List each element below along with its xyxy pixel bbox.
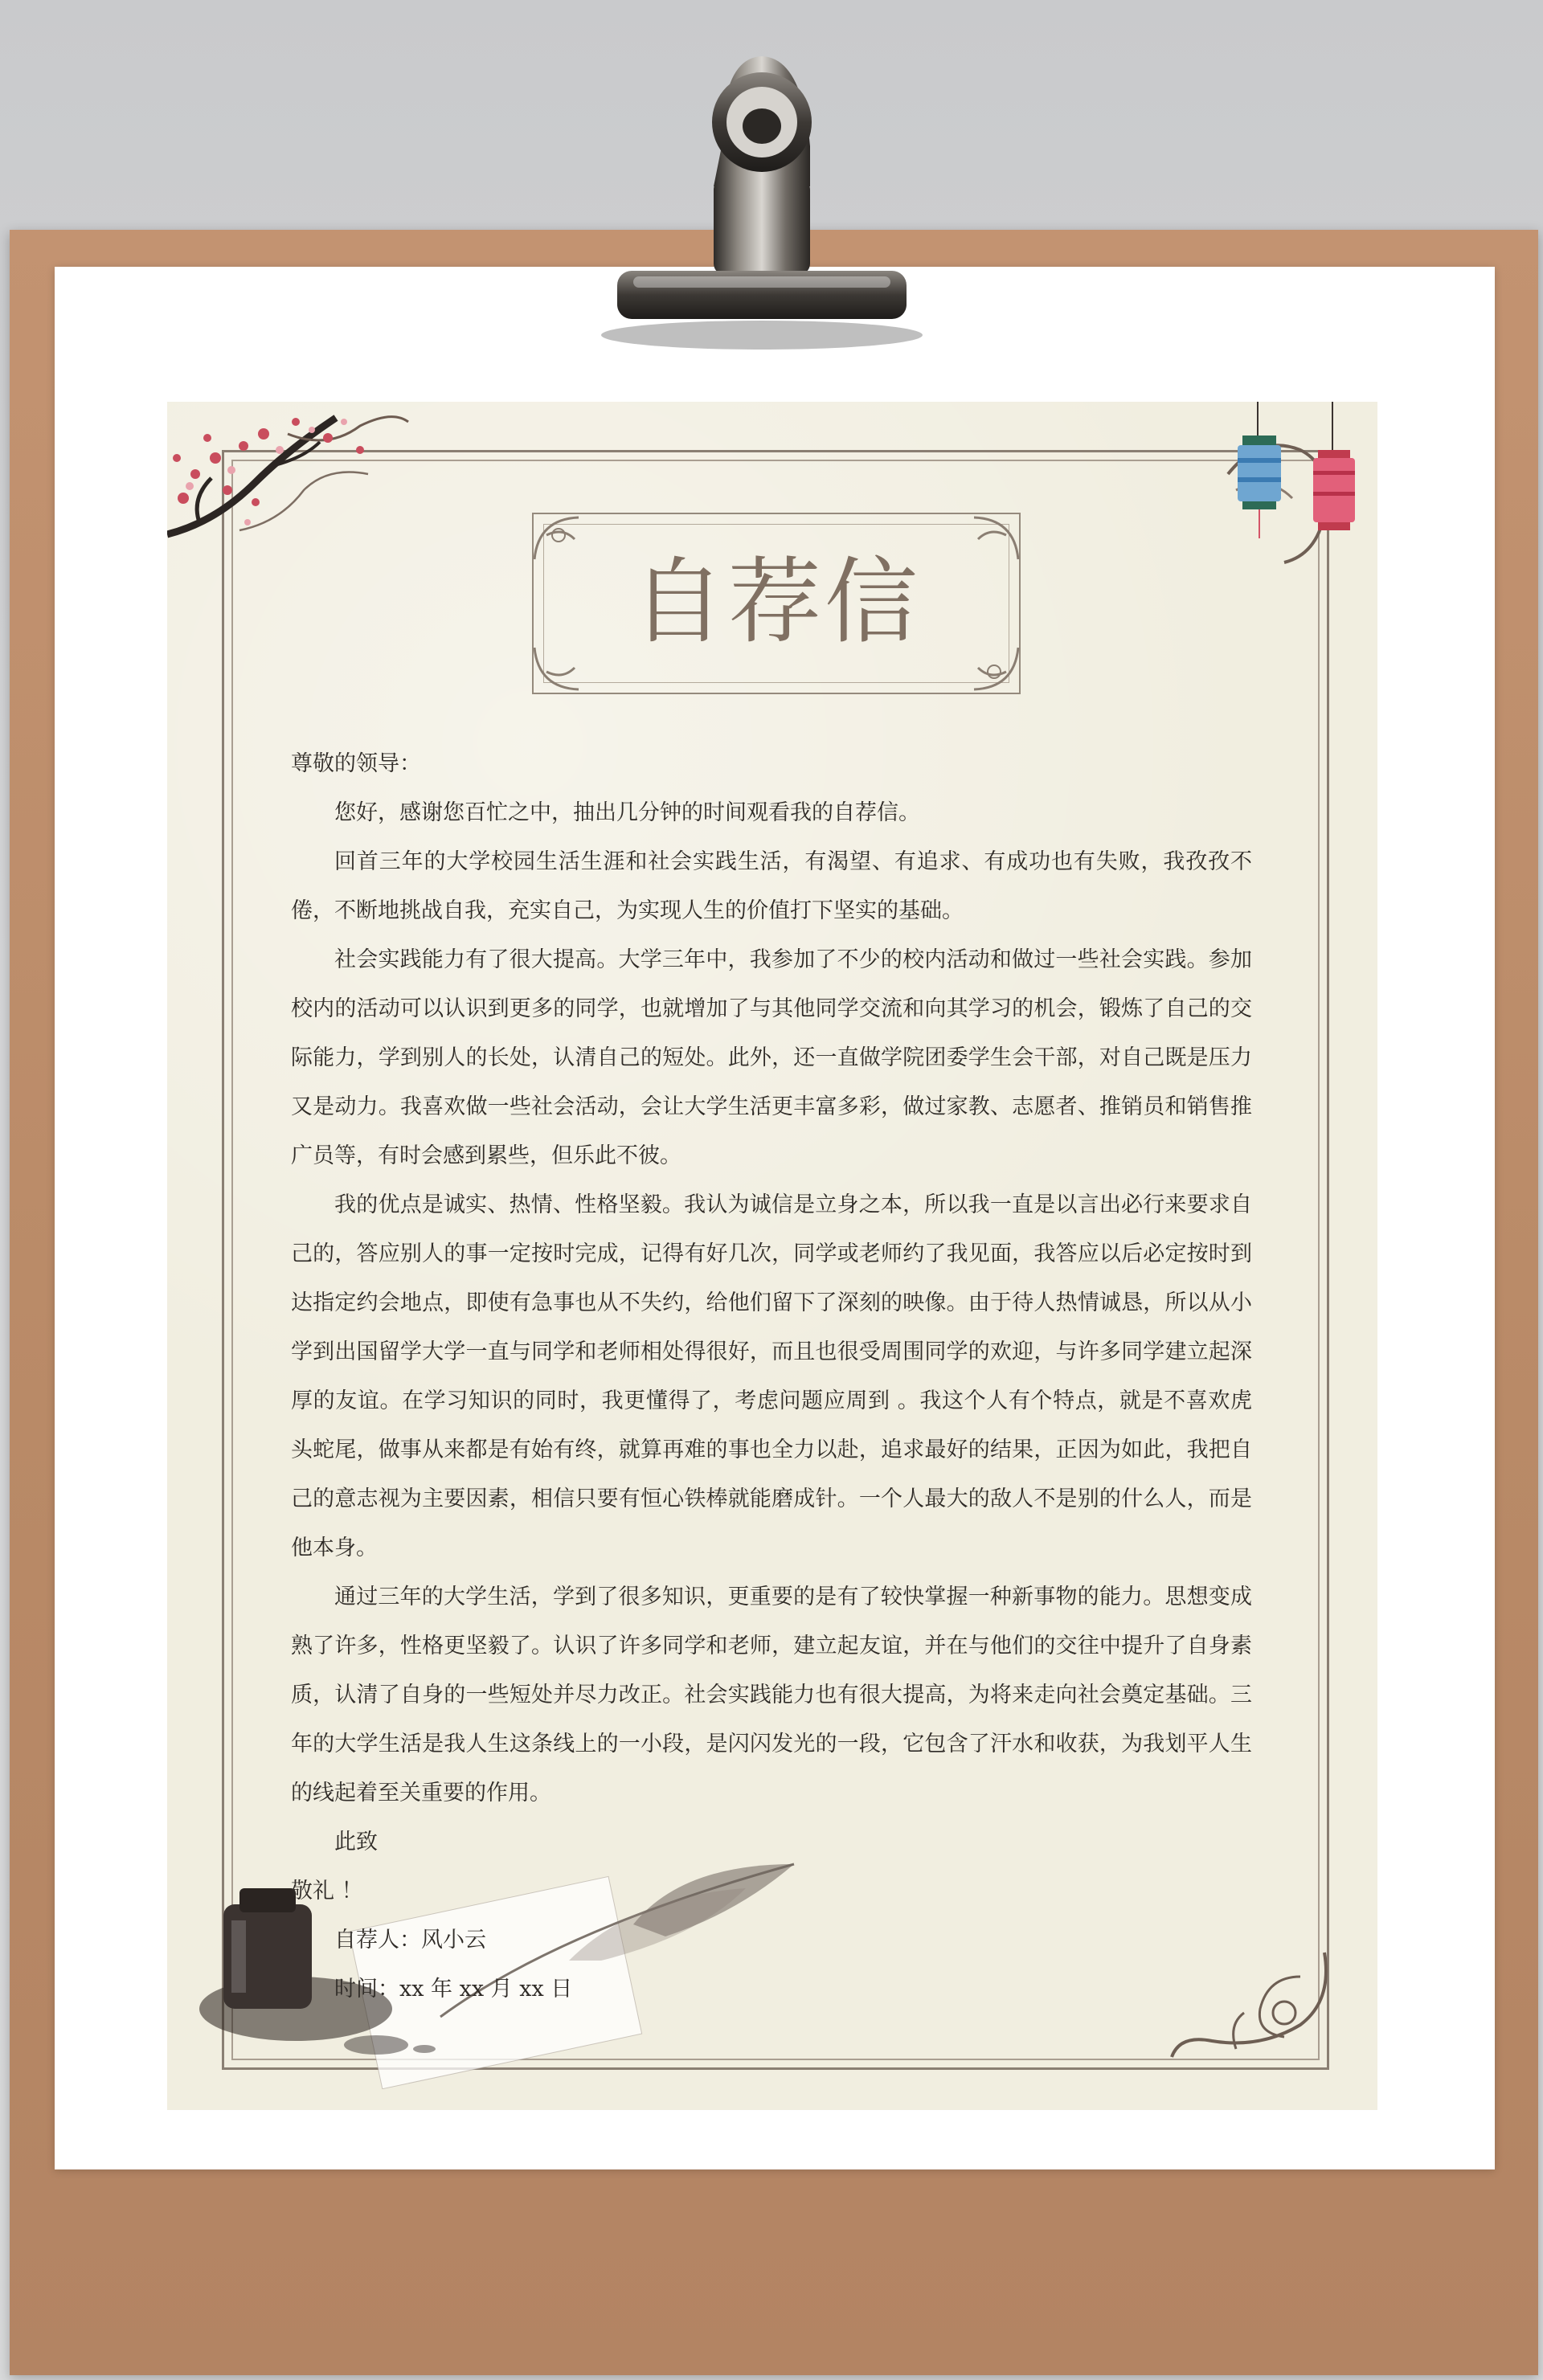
letter-date: 时间：xx 年 xx 月 xx 日 xyxy=(334,1977,573,2002)
paragraph: 通过三年的大学生活，学到了很多知识，更重要的是有了较快掌握一种新事物的能力。思想变成熟了许多，性格更坚毅了。认识了许多同学和老师，建立起友谊，并在与他们的交往中提升了自身素质，认清了自身的一些短处并尽力改正。社会实践能力也有很大提高，为将来走向社会奠定基础。三年的大学生活是我人生这条线上的一小段，是闪闪发光的一段，它包含了汗水和收获，为我划平人生的线起着至关重要的作用。 xyxy=(291,1585,1252,1805)
paragraph: 回首三年的大学校园生活生涯和社会实践生活，有渴望、有追求、有成功也有失败，我孜孜不倦，不断地挑战自我，充实自己，为实现人生的价值打下坚实的基础。 xyxy=(291,849,1252,923)
paragraph: 社会实践能力有了很大提高。大学三年中，我参加了不少的校内活动和做过一些社会实践。参加校内的活动可以认识到更多的同学，也就增加了与其他同学交流和向其学习的机会，锻炼了自己的交际能力，学到别人的长处，认清自己的短处。此外，还一直做学院团委学生会干部，对自己既是压力又是动力。我喜欢做一些社会活动，会让大学生活更丰富多彩，做过家教、志愿者、推销员和销售推广员等，有时会感到累些，但乐此不彼。 xyxy=(291,947,1252,1168)
binder-clip-icon xyxy=(577,50,947,355)
letter-title: 自荐信 xyxy=(632,548,921,656)
lantern-icon xyxy=(1212,402,1365,579)
letter-paper xyxy=(167,402,1377,2110)
paragraph: 我的优点是诚实、热情、性格坚毅。我认为诚信是立身之本，所以我一直是以言出必行来要求自己的，答应别人的事一定按时完成，记得有好几次，同学或老师约了我见面，我答应以后必定按时到达指定约会地点，即使有急事也从不失约，给他们留下了深刻的映像。由于待人热情诚恳，所以从小学到出国留学大学一直与同学和老师相处得很好，而且也很受周围同学的欢迎，与许多同学建立起深厚的友谊。在学习知识的同时，我更懂得了，考虑问题应周到 。我这个人有个特点，就是不喜欢虎头蛇尾，做事从来都是有始有终，就算再难的事也全力以赴，追求最好的结果，正因为如此，我把自己的意志视为主要因素，相信只要有恒心铁棒就能磨成针。一个人最大的敌人不是别的什么人，而是他本身。 xyxy=(291,1192,1252,1560)
letter-body xyxy=(291,739,1252,2014)
salutation: 尊敬的领导： xyxy=(291,751,421,776)
closing-salute: 敬礼 ！ xyxy=(291,1879,363,1904)
plum-blossom-icon xyxy=(167,402,424,554)
signature: 自荐人：风小云 xyxy=(334,1928,486,1953)
title-frame xyxy=(532,513,1021,694)
closing-line: 此致 xyxy=(334,1830,378,1855)
paragraph: 您好，感谢您百忙之中，抽出几分钟的时间观看我的自荐信。 xyxy=(334,800,920,825)
